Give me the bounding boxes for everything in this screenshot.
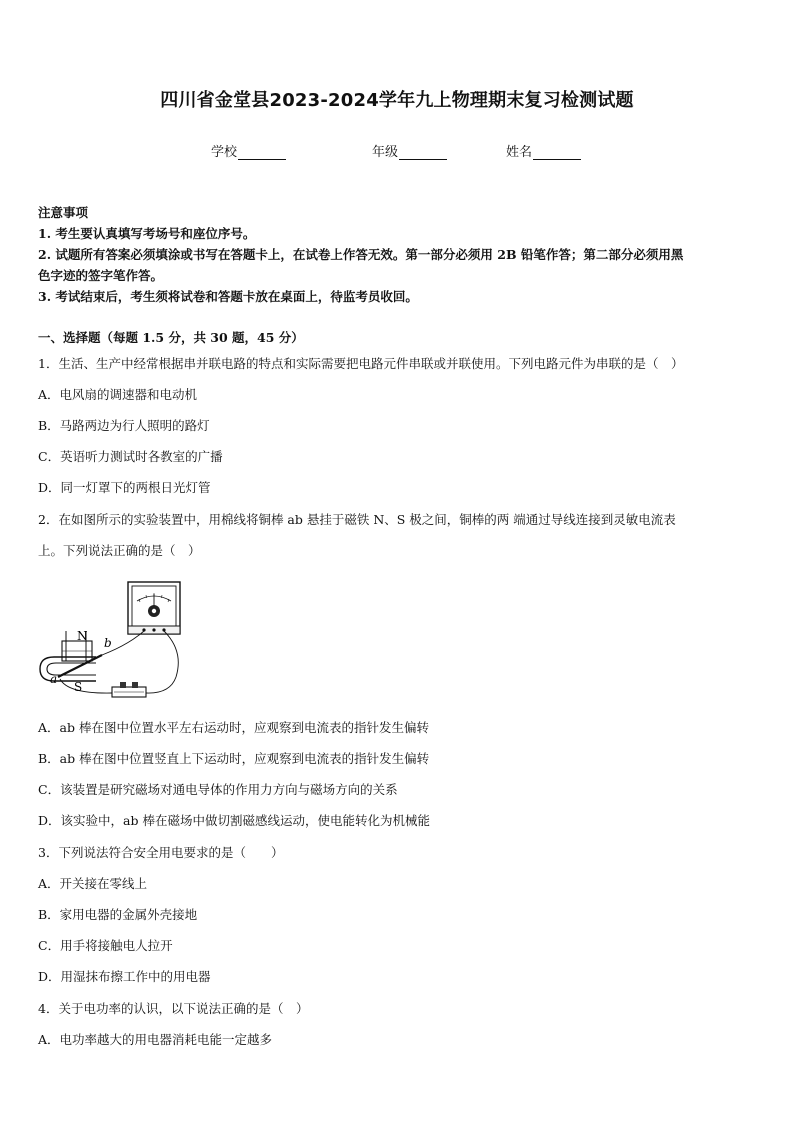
question-2-stem-line2: 上。下列说法正确的是（ ） — [38, 543, 201, 558]
question-1-stem: 1．生活、生产中经常根据串并联电路的特点和实际需要把电路元件串联或并联使用。下列电路元件为串联的是（ ） — [38, 356, 684, 371]
question-2-option-c[interactable]: C．该装置是研究磁场对通电导体的作用力方向与磁场方向的关系 — [38, 782, 398, 797]
label-a: a — [50, 672, 58, 686]
question-3-option-a[interactable]: A．开关接在零线上 — [38, 876, 148, 891]
question-1-option-d[interactable]: D．同一灯罩下的两根日光灯管 — [38, 480, 211, 495]
question-2-stem-line1: 2．在如图所示的实验装置中，用棉线将铜棒 ab 悬挂于磁铁 N、S 极之间，铜棒的两 端通过导线连接到灵敏电流表 — [38, 512, 676, 527]
question-2-option-b[interactable]: B．ab 棒在图中位置竖直上下运动时，应观察到电流表的指针发生偏转 — [38, 751, 430, 766]
question-3-option-d[interactable]: D．用湿抹布擦工作中的用电器 — [38, 969, 211, 984]
question-1-option-b[interactable]: B．马路两边为行人照明的路灯 — [38, 418, 210, 433]
switch-icon — [112, 682, 146, 697]
question-3-option-c[interactable]: C．用手将接触电人拉开 — [38, 938, 173, 953]
label-n: N — [77, 629, 88, 643]
question-2-option-d[interactable]: D．该实验中，ab 棒在磁场中做切割磁感线运动，使电能转化为机械能 — [38, 813, 430, 828]
name-field[interactable]: 姓名 — [506, 141, 581, 160]
question-4-option-a[interactable]: A．电功率越大的用电器消耗电能一定越多 — [38, 1032, 273, 1047]
magnet-icon — [40, 631, 96, 681]
notice-heading: 注意事项 — [38, 205, 89, 220]
galvanometer-icon — [128, 582, 180, 634]
notice-item: 1. 考生要认真填写考场号和座位序号。 — [38, 226, 256, 241]
section-heading: 一、选择题（每题 1.5 分，共 30 题，45 分） — [38, 330, 304, 345]
notice-item: 3. 考试结束后，考生须将试卷和答题卡放在桌面上，待监考员收回。 — [38, 289, 418, 304]
notice-item: 色字迹的签字笔作答。 — [38, 268, 164, 283]
grade-field[interactable]: 年级 — [372, 141, 447, 160]
label-s: S — [74, 680, 83, 694]
question-3-stem: 3．下列说法符合安全用电要求的是（ ） — [38, 845, 284, 860]
question-2-option-a[interactable]: A．ab 棒在图中位置水平左右运动时，应观察到电流表的指针发生偏转 — [38, 720, 429, 735]
label-b: b — [104, 636, 112, 650]
question-4-stem: 4．关于电功率的认识，以下说法正确的是（ ） — [38, 1001, 309, 1016]
experiment-apparatus-figure — [38, 579, 188, 709]
notice-item: 2. 试题所有答案必须填涂或书写在答题卡上，在试卷上作答无效。第一部分必须用 2B 铅笔作答；第二部分必须用黑 — [38, 247, 684, 262]
school-field[interactable]: 学校 — [211, 141, 286, 160]
copper-rod — [58, 655, 102, 677]
page-title: 四川省金堂县2023-2024学年九上物理期末复习检测试题 — [160, 90, 634, 111]
question-1-option-c[interactable]: C．英语听力测试时各教室的广播 — [38, 449, 223, 464]
question-3-option-b[interactable]: B．家用电器的金属外壳接地 — [38, 907, 198, 922]
question-1-option-a[interactable]: A．电风扇的调速器和电动机 — [38, 387, 198, 402]
